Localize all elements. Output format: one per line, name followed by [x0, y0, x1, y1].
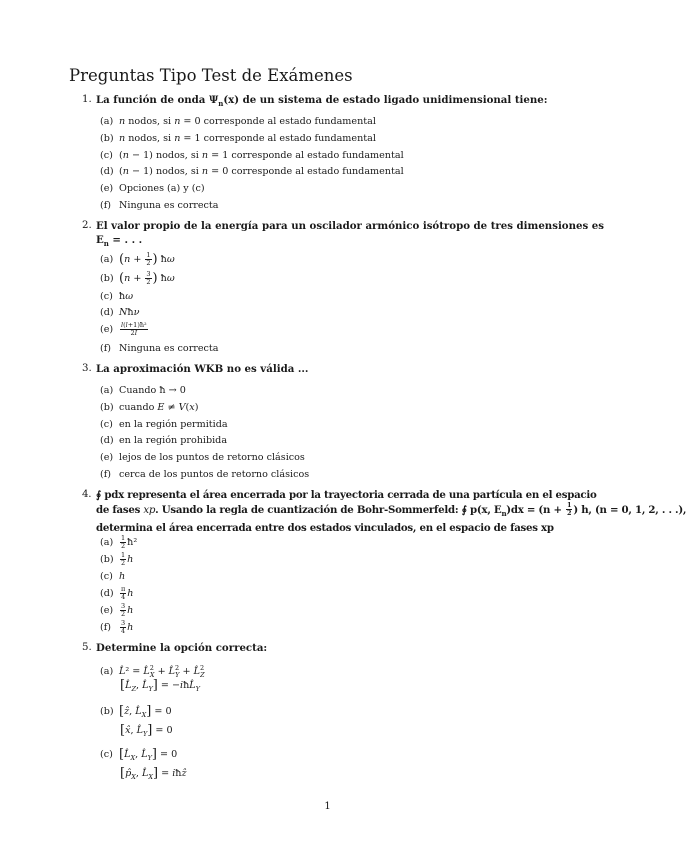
q5-option-a-line2: [$L̂_Z$, $L̂_Y$] = $-iħL̂_Y$: [120, 678, 200, 693]
question-number: 3.: [82, 363, 92, 374]
question-number: 1.: [82, 94, 92, 105]
q3-option-f: (f) cerca de los puntos de retorno clásicos: [100, 469, 310, 480]
q3-option-b: (b) cuando E ≠ V(x): [100, 402, 199, 413]
q1-option-c: (c) (n − 1) nodos, si n = 1 corresponde al estado fundamental: [100, 150, 404, 161]
q4-option-f: (f) $\frac{3}{4}$ h: [100, 619, 134, 635]
page-title: Preguntas Tipo Test de Exámenes: [69, 66, 353, 85]
question-number: 5.: [82, 642, 92, 653]
q5-option-c: (c) [$L̂_X$, $L̂_Y] = 0$: [100, 747, 178, 762]
q3-option-d: (d) en la región prohibida: [100, 435, 228, 446]
q5-option-b-line2: [x̂, $L̂_Y] = 0$: [120, 723, 173, 738]
q2-option-a: (a) (n + $\frac{1}{2}$ ) ħω: [100, 251, 175, 267]
q4-option-a: (a) $\frac{1}{2}$ ħ²: [100, 534, 138, 550]
q1-option-d: (d) (n − 1) nodos, si n = 0 corresponde al estado fundamental: [100, 166, 404, 177]
q4-option-e: (e) $\frac{3}{2}$ h: [100, 602, 134, 618]
q5-option-c-line2: [$p̂_X$, $L̂_X$] = iħẑ: [120, 766, 187, 781]
q2-option-b: (b) (n + $\frac{3}{2}$ ) ħω: [100, 270, 175, 286]
q1-option-e: (e) Opciones (a) y (c): [100, 183, 205, 194]
q1-option-a: (a) n nodos, si n = 0 corresponde al estado fundamental: [100, 116, 376, 127]
question-2: [82, 219, 654, 251]
question-text: Determine la opción correcta:: [96, 642, 268, 654]
q4-option-b: (b) $\frac{1}{2}$ h: [100, 551, 134, 567]
question-text: El valor propio de la energía para un oscilador armónico isótropo de tres dimensiones es $E_n$ = . . .: [96, 220, 604, 249]
q2-option-d: (d) Nħν: [100, 307, 140, 318]
question-number: 4.: [82, 489, 92, 500]
q2-option-f: (f) Ninguna es correcta: [100, 343, 219, 354]
question-5: [82, 641, 654, 655]
q3-option-e: (e) lejos de los puntos de retorno clásicos: [100, 452, 305, 463]
q5-option-a: (a) L̂² = L̂$^2_X$ + L̂$^2_Y$ + L̂$^2_Z$: [100, 664, 205, 680]
q1-option-f: (f) Ninguna es correcta: [100, 200, 219, 211]
q4-option-c: (c) h: [100, 571, 126, 582]
q2-option-c: (c) ħω: [100, 291, 134, 302]
q3-option-a: (a) Cuando ħ → 0: [100, 385, 186, 396]
question-number: 2.: [82, 220, 92, 231]
q1-option-b: (b) n nodos, si n = 1 corresponde al estado fundamental: [100, 133, 376, 144]
question-1: [82, 93, 654, 111]
q5-option-b: (b) [ẑ, $L̂_X] = 0$: [100, 704, 172, 719]
question-text: La función de onda $\Psi_n(x)$ de un sistema de estado ligado unidimensional tiene:: [96, 94, 548, 109]
q2-option-e: (e) $\frac{\text{l(l+1)ħ²}}{2I}$: [100, 321, 147, 337]
q4-option-d: (d) $\frac{\pi}{4}$ h: [100, 585, 134, 601]
question-3: [82, 362, 654, 376]
q3-option-c: (c) en la región permitida: [100, 419, 228, 430]
question-text: ∮ pdx representa el área encerrada por la trayectoria cerrada de una partícula en el espacio de fases xp. Usando la regla de cuantización de Bohr-Sommerfeld: ∮ p(x, $E_n)dx = (n$ + $\frac{1}{2}$ ) h, (n = 0, 1, 2, . . .), determina el área encerrada entre dos estados vinculados, en el espacio de fases xp: [96, 489, 686, 534]
question-4: [82, 488, 686, 535]
page-number: 1: [324, 801, 331, 812]
question-text: La aproximación WKB no es válida ...: [96, 363, 309, 375]
